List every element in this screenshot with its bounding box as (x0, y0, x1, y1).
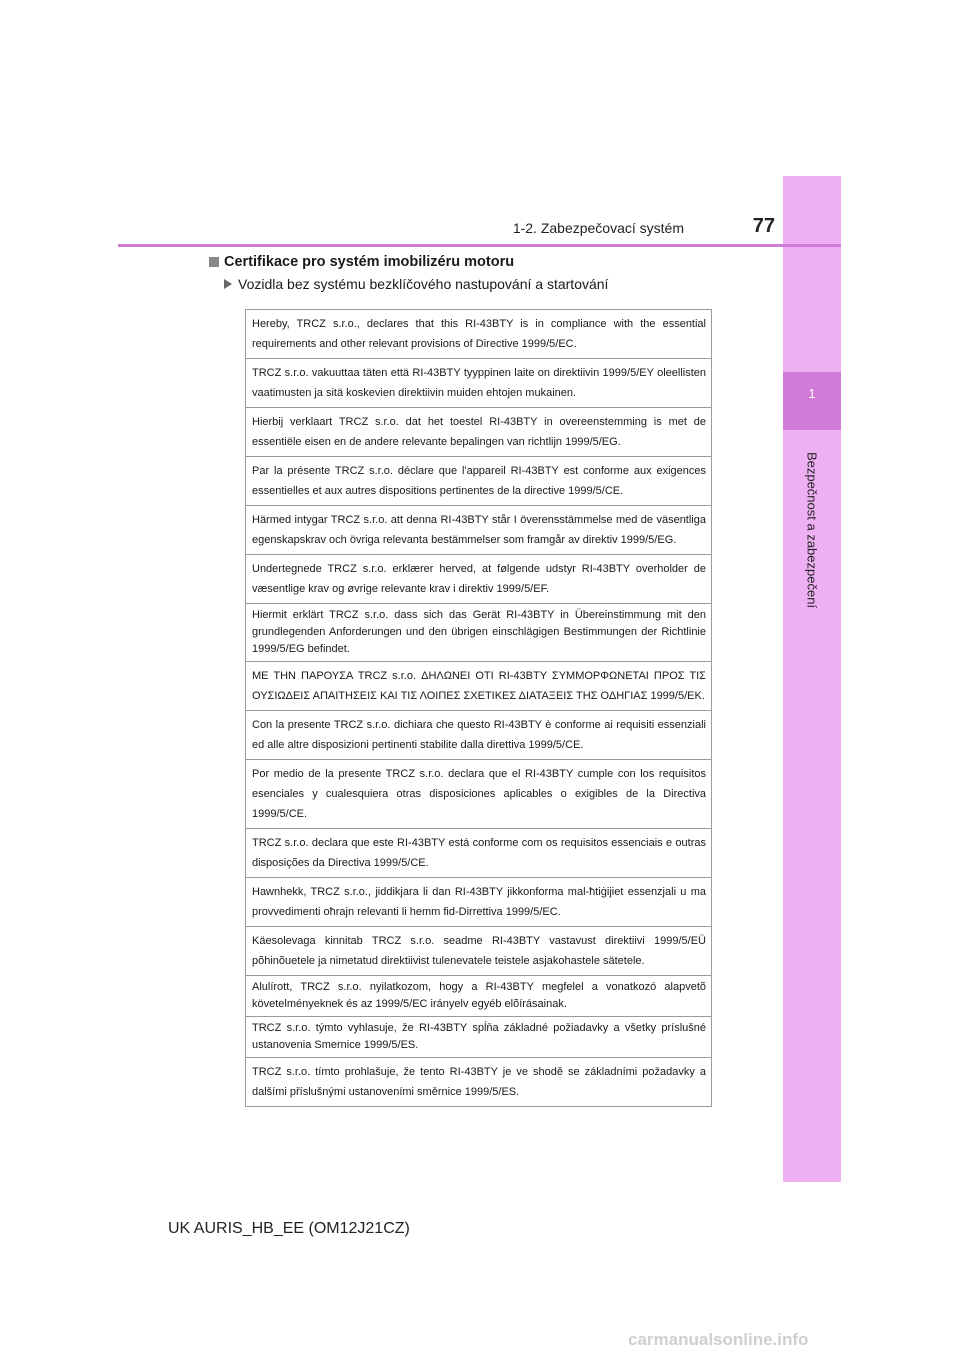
chapter-number: 1 (808, 386, 816, 401)
declaration-cell-sk: TRCZ s.r.o. týmto vyhlasuje, že RI-43BTY spĺňa základné požiadavky a všetky príslušné ustanovenia Smernice 1999/5/ES. (246, 1017, 712, 1058)
table-row (246, 829, 712, 878)
table-row (246, 711, 712, 760)
declaration-cell-et: Käesolevaga kinnitab TRCZ s.r.o. seadme RI-43BTY vastavust direktiivi 1999/5/EÜ põhinõuetele ja nimetatud direktiivist tulenevatele teistele asjakohastele sätetele. (246, 927, 712, 976)
table-row (246, 976, 712, 1017)
declaration-cell-fr: Par la présente TRCZ s.r.o. déclare que l'appareil RI-43BTY est conforme aux exigences essentielles et aux autres dispositions pertinentes de la directive 1999/5/CE. (246, 457, 712, 506)
table-row (246, 359, 712, 408)
table-row (246, 760, 712, 829)
declaration-cell-it: Con la presente TRCZ s.r.o. dichiara che questo RI-43BTY è conforme ai requisiti essenziali ed alle altre disposizioni pertinenti stabilite dalla direttiva 1999/5/CE. (246, 711, 712, 760)
declaration-cell-nl: Hierbij verklaart TRCZ s.r.o. dat het toestel RI-43BTY in overeenstemming is met de essentiële eisen en de andere relevante bepalingen van richtlijn 1999/5/EG. (246, 408, 712, 457)
sub-heading-text: Vozidla bez systému bezklíčového nastupování a startování (238, 276, 609, 292)
table-row (246, 555, 712, 604)
table-row (246, 408, 712, 457)
table-row (246, 310, 712, 359)
declaration-cell-el: ΜΕ ΤΗΝ ΠΑΡΟΥΣΑ TRCZ s.r.o. ΔΗΛΩΝΕΙ ΟΤΙ RI-43BTY ΣΥΜΜΟΡΦΩΝΕΤΑΙ ΠΡΟΣ ΤΙΣ ΟΥΣΙΩΔΕΙΣ ΑΠΑΙΤΗΣΕΙΣ ΚΑΙ ΤΙΣ ΛΟΙΠΕΣ ΣΧΕΤΙΚΕΣ ΔΙΑΤΑΞΕΙΣ ΤΗΣ ΟΔΗΓΙΑΣ 1999/5/ΕΚ. (246, 662, 712, 711)
chapter-label: Bezpečnost a zabezpečení (804, 451, 820, 609)
declaration-cell-de: Hiermit erklärt TRCZ s.r.o. dass sich das Gerät RI-43BTY in Übereinstimmung mit den grundlegenden Anforderungen und den übrigen einschlägigen Bestimmungen der Richtlinie 1999/5/EG befindet. (246, 604, 712, 662)
square-bullet-icon (209, 257, 219, 267)
declaration-cell-da: Undertegnede TRCZ s.r.o. erklærer herved, at følgende udstyr RI-43BTY overholder de væsentlige krav og øvrige relevante krav i direktiv 1999/5/EF. (246, 555, 712, 604)
header-rule (118, 244, 841, 247)
table-row (246, 662, 712, 711)
section-heading (209, 254, 514, 270)
section-heading-text: Certifikace pro systém imobilizéru motoru (224, 254, 515, 270)
header-section-title: 1-2. Zabezpečovací systém (512, 220, 684, 236)
declarations-table (245, 309, 712, 1107)
table-row (246, 1058, 712, 1107)
triangle-bullet-icon (224, 279, 232, 289)
table-row (246, 457, 712, 506)
table-row (246, 506, 712, 555)
declaration-cell-es: Por medio de la presente TRCZ s.r.o. declara que el RI-43BTY cumple con los requisitos esenciales y cualesquiera otras disposiciones aplicables o exigibles de la Directiva 1999/5/CE. (246, 760, 712, 829)
declaration-cell-fi: TRCZ s.r.o. vakuuttaa täten että RI-43BTY tyyppinen laite on direktiivin 1999/5/EY oleellisten vaatimusten ja sitä koskevien direktiivin muiden ehtojen mukainen. (246, 359, 712, 408)
sub-heading (224, 276, 608, 292)
table-row (246, 927, 712, 976)
declaration-cell-en: Hereby, TRCZ s.r.o., declares that this RI-43BTY is in compliance with the essential requirements and other relevant provisions of Directive 1999/5/EC. (246, 310, 712, 359)
footer-doc-code: UK AURIS_HB_EE (OM12J21CZ) (168, 1220, 410, 1237)
declaration-cell-hu: Alulírott, TRCZ s.r.o. nyilatkozom, hogy a RI-43BTY megfelel a vonatkozó alapvetõ követelményeknek és az 1999/5/EC irányelv egyéb elõírásainak. (246, 976, 712, 1017)
declaration-cell-cs: TRCZ s.r.o. tímto prohlašuje, že tento RI-43BTY je ve shodě se základními požadavky a dalšími příslušnými ustanoveními směrnice 1999/5/ES. (246, 1058, 712, 1107)
table-row (246, 604, 712, 662)
page-number: 77 (752, 215, 775, 237)
declaration-cell-sv: Härmed intygar TRCZ s.r.o. att denna RI-43BTY står I överensstämmelse med de väsentliga egenskapskrav och övriga relevanta bestämmelser som framgår av direktiv 1999/5/EG. (246, 506, 712, 555)
table-row (246, 1017, 712, 1058)
chapter-tab[interactable] (783, 372, 841, 430)
watermark: carmanualsonline.info (628, 1330, 809, 1349)
declaration-cell-pt: TRCZ s.r.o. declara que este RI-43BTY está conforme com os requisitos essenciais e outras disposições da Directiva 1999/5/CE. (246, 829, 712, 878)
table-row (246, 878, 712, 927)
side-chapter-bar (783, 176, 841, 1182)
declaration-cell-mt: Hawnhekk, TRCZ s.r.o., jiddikjara li dan RI-43BTY jikkonforma mal-ħtiġijiet essenzjali u ma provvedimenti oħrajn relevanti li hemm fid-Dirrettiva 1999/5/EC. (246, 878, 712, 927)
